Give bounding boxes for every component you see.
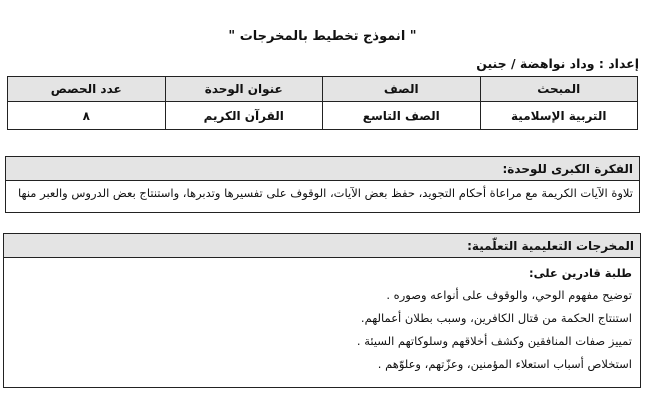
header-lesson-count: عدد الحصص bbox=[8, 77, 166, 102]
table-row bbox=[8, 102, 638, 130]
cell-lesson-count: ٨ bbox=[8, 102, 166, 130]
table-header-row bbox=[8, 77, 638, 102]
list-item: استخلاص أسباب استعلاء المؤمنين، وعزّتهم، وعلوّهم . bbox=[377, 357, 632, 371]
outcomes-intro: طلبة قادرين على: bbox=[528, 266, 632, 280]
outcomes-box bbox=[3, 233, 641, 388]
document-title: " انموذج تخطيط بالمخرجات " bbox=[228, 29, 417, 44]
author-line: إعداد : وداد نواهضة / جنين bbox=[476, 56, 639, 71]
list-item: توضيح مفهوم الوحي، والوقوف على أنواعه وصوره . bbox=[386, 288, 632, 302]
unit-info-table bbox=[7, 76, 638, 130]
cell-subject: التربية الإسلامية bbox=[480, 102, 638, 130]
cell-grade: الصف التاسع bbox=[323, 102, 481, 130]
big-idea-text: تلاوة الآيات الكريمة مع مراعاة أحكام التجويد، حفظ بعض الآيات، الوقوف على تفسيرها وتدبرها، واستنتاج بعض الدروس والعبر منها bbox=[18, 186, 633, 200]
outcomes-heading: المخرجات التعليمية التعلّمية: bbox=[4, 234, 640, 258]
header-grade: الصف bbox=[323, 77, 481, 102]
header-subject: المبحث bbox=[480, 77, 638, 102]
list-item: تمييز صفات المنافقين وكشف أخلاقهم وسلوكاتهم السيئة . bbox=[356, 334, 632, 348]
header-unit-title: عنوان الوحدة bbox=[165, 77, 323, 102]
big-idea-box bbox=[5, 156, 640, 213]
cell-unit-title: القرآن الكريم bbox=[165, 102, 323, 130]
big-idea-heading: الفكرة الكبرى للوحدة: bbox=[6, 157, 639, 181]
list-item: استنتاج الحكمة من قتال الكافرين، وسبب بطلان أعمالهم. bbox=[360, 311, 632, 325]
outcomes-list bbox=[4, 258, 640, 376]
